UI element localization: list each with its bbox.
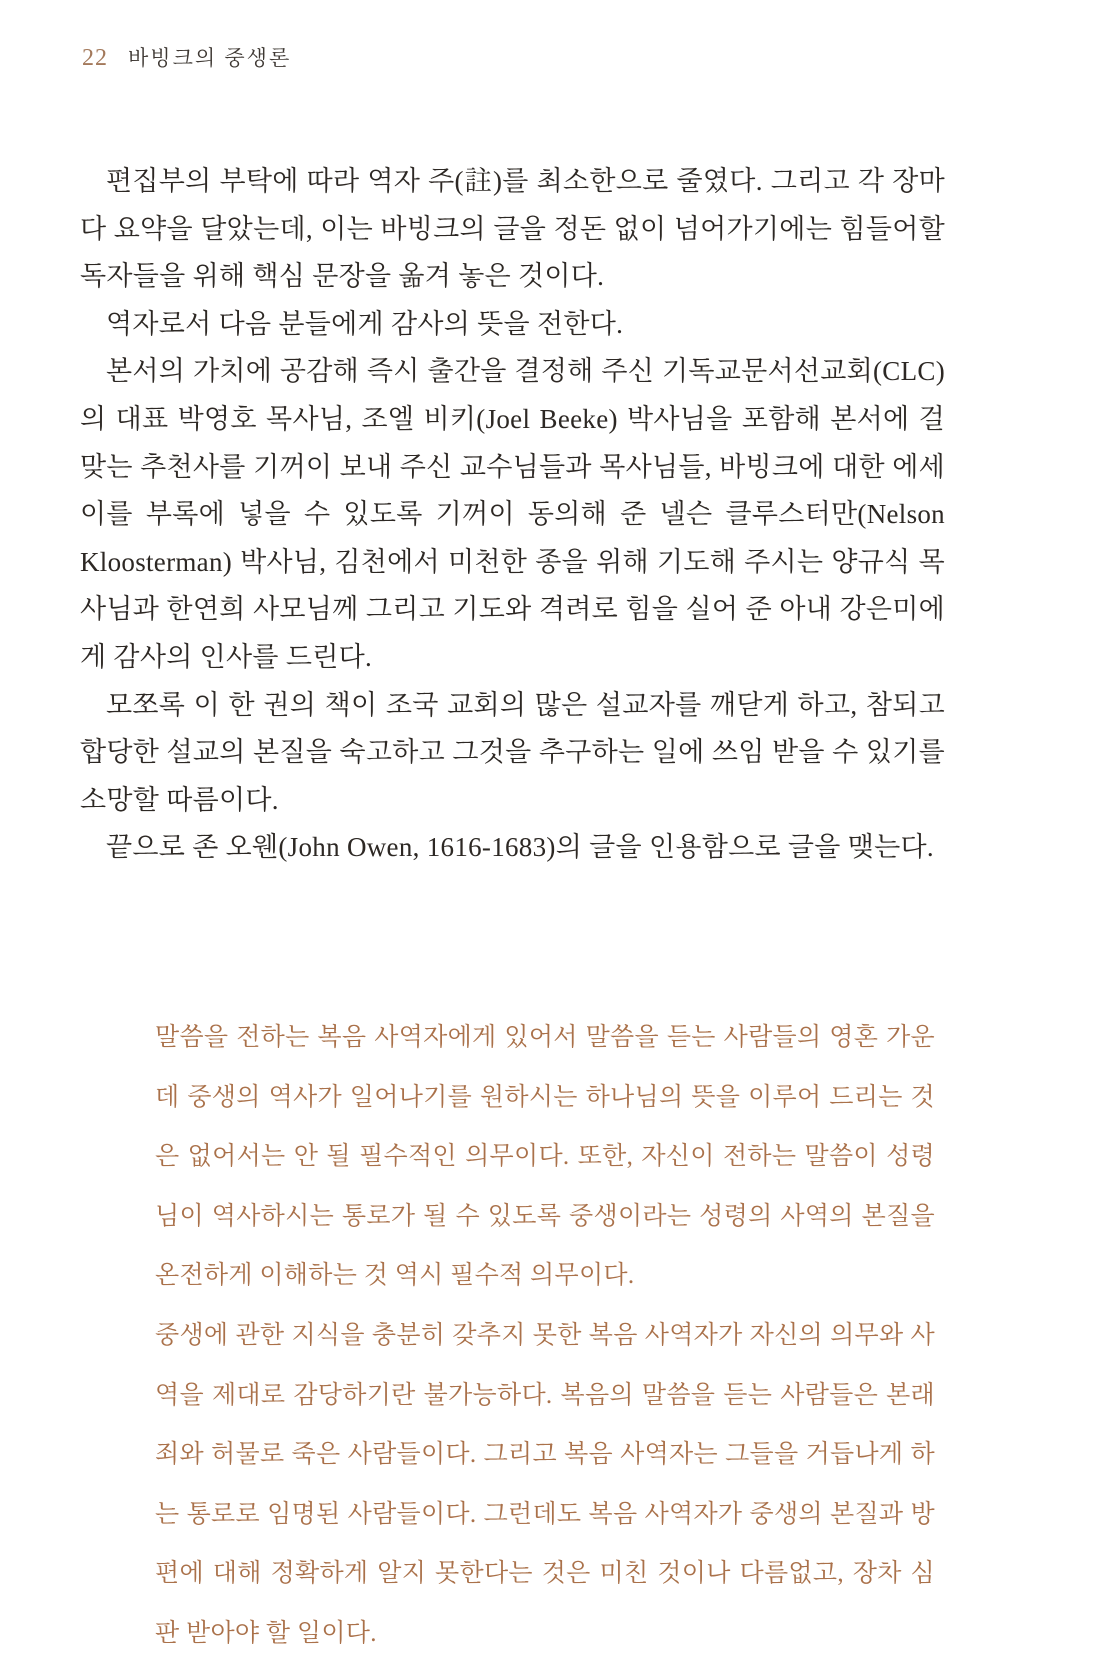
page-number: 22 bbox=[82, 45, 108, 71]
body-paragraph-4: 모쪼록 이 한 권의 책이 조국 교회의 많은 설교자를 깨닫게 하고, 참되고 합당한 설교의 본질을 숙고하고 그것을 추구하는 일에 쓰임 받을 수 있기를 소망할 따름이다. bbox=[80, 689, 945, 815]
body-paragraph-1: 편집부의 부탁에 따라 역자 주(註)를 최소한으로 줄였다. 그리고 각 장마다 요약을 달았는데, 이는 바빙크의 글을 정돈 없이 넘어가기에는 힘들어할 독자들을 위해 핵심 문장을 옮겨 놓은 것이다. bbox=[80, 166, 945, 292]
page-body bbox=[80, 158, 945, 872]
body-paragraph-3: 본서의 가치에 공감해 즉시 출간을 결정해 주신 기독교문서선교회(CLC)의 대표 박영호 목사님, 조엘 비키(Joel Beeke) 박사님을 포함해 본서에 걸맞는 추천사를 기꺼이 보내 주신 교수님들과 목사님들, 바빙크에 대한 에세이를 부록에 넣을 수 있도록 기꺼이 동의해 준 넬슨 클루스터만(Nelson Kloosterman) 박사님, 김천에서 미천한 종을 위해 기도해 주시는 양규식 목사님과 한연희 사모님께 그리고 기도와 격려로 힘을 실어 준 아내 강은미에게 감사의 인사를 드린다. bbox=[80, 356, 945, 672]
running-header bbox=[82, 42, 291, 72]
quote-paragraph-1: 말씀을 전하는 복음 사역자에게 있어서 말씀을 듣는 사람들의 영혼 가운데 중생의 역사가 일어나기를 원하시는 하나님의 뜻을 이루어 드리는 것은 없어서는 안 될 필수적인 의무이다. 또한, 자신이 전하는 말씀이 성령님이 역사하시는 통로가 될 수 있도록 중생이라는 성령의 사역의 본질을 온전하게 이해하는 것 역시 필수적 의무이다. bbox=[155, 1024, 935, 1290]
block-quote bbox=[155, 1008, 935, 1664]
body-paragraph-5: 끝으로 존 오웬(John Owen, 1616-1683)의 글을 인용함으로 글을 맺는다. bbox=[106, 832, 934, 863]
quote-paragraph-2: 중생에 관한 지식을 충분히 갖추지 못한 복음 사역자가 자신의 의무와 사역을 제대로 감당하기란 불가능하다. 복음의 말씀을 듣는 사람들은 본래 죄와 허물로 죽은 사람들이다. 그리고 복음 사역자는 그들을 거듭나게 하는 통로로 임명된 사람들이다. 그런데도 복음 사역자가 중생의 본질과 방편에 대해 정확하게 알지 못한다는 것은 미친 것이나 다름없고, 장차 심판 받아야 할 일이다. bbox=[155, 1321, 935, 1647]
book-title: 바빙크의 중생론 bbox=[128, 46, 292, 70]
body-paragraph-2: 역자로서 다음 분들에게 감사의 뜻을 전한다. bbox=[106, 308, 624, 339]
